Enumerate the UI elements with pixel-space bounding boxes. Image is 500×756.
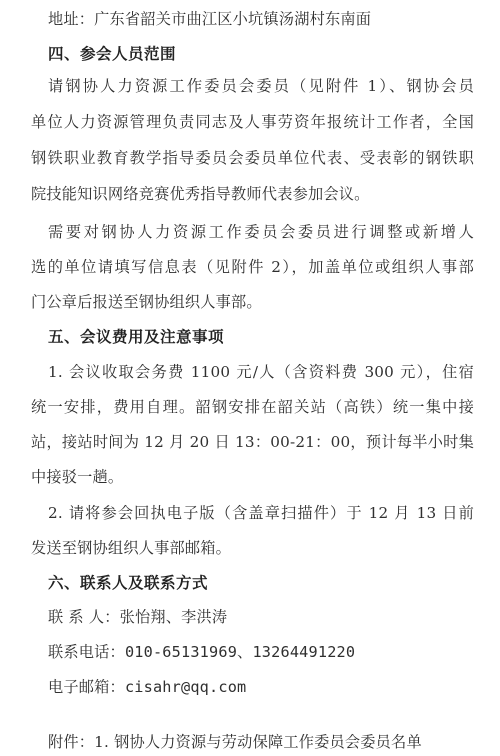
section-5-paragraph-1-line-4: 中接驳一趟。	[31, 468, 124, 486]
section-4-paragraph-1-line-1: 请钢协人力资源工作委员会委员（见附件 1）、钢协会员	[48, 77, 474, 95]
address-line: 地址：广东省韶关市曲江区小坑镇汤湖村东南面	[48, 10, 372, 28]
section-5-heading: 五、会议费用及注意事项	[48, 328, 225, 346]
section-4-paragraph-2-line-2: 选的单位请填写信息表（见附件 2），加盖单位或组织人事部	[31, 258, 474, 276]
section-4-paragraph-1-line-3: 钢铁职业教育教学指导委员会委员单位代表、受表彰的钢铁职	[31, 149, 474, 167]
contact-person-row	[48, 607, 227, 627]
section-6-heading: 六、联系人及联系方式	[48, 574, 209, 592]
section-5-paragraph-1-line-1: 1. 会议收取会务费 1100 元/人（含资料费 300 元），住宿	[48, 363, 474, 381]
section-4-paragraph-1-line-2: 单位人力资源管理负责同志及人事劳资年报统计工作者，全国	[31, 113, 474, 131]
section-5-paragraph-1-line-3: 站，接站时间为 12 月 20 日 13：00-21：00，预计每半小时集	[31, 433, 474, 451]
contact-email-label: 电子邮箱：	[48, 678, 125, 696]
section-4-paragraph-2-line-1: 需要对钢协人力资源工作委员会委员进行调整或新增人	[48, 223, 474, 241]
contact-phone-row	[48, 642, 355, 662]
contact-email-value: cisahr@qq.com	[124, 678, 247, 696]
contact-phone-label: 联系电话：	[48, 643, 125, 661]
contact-email-row	[48, 677, 246, 697]
attachment-line: 附件：1. 钢协人力资源与劳动保障工作委员会委员名单	[48, 733, 422, 751]
contact-person-value: 张怡翔、李洪涛	[119, 608, 228, 626]
contact-person-label: 联 系 人：	[48, 608, 120, 626]
section-4-paragraph-2-line-3: 门公章后报送至钢协组织人事部。	[31, 293, 262, 311]
section-5-paragraph-1-line-2: 统一安排，费用自理。韶钢安排在韶关站（高铁）统一集中接	[31, 398, 474, 416]
section-4-heading: 四、参会人员范围	[48, 45, 177, 63]
section-5-paragraph-2-line-1: 2. 请将参会回执电子版（含盖章扫描件）于 12 月 13 日前	[48, 504, 474, 522]
contact-phone-value: 010-65131969、13264491220	[124, 643, 356, 661]
section-4-paragraph-1-line-4: 院技能知识网络竞赛优秀指导教师代表参加会议。	[31, 185, 370, 203]
section-5-paragraph-2-line-2: 发送至钢协组织人事部邮箱。	[31, 539, 232, 557]
